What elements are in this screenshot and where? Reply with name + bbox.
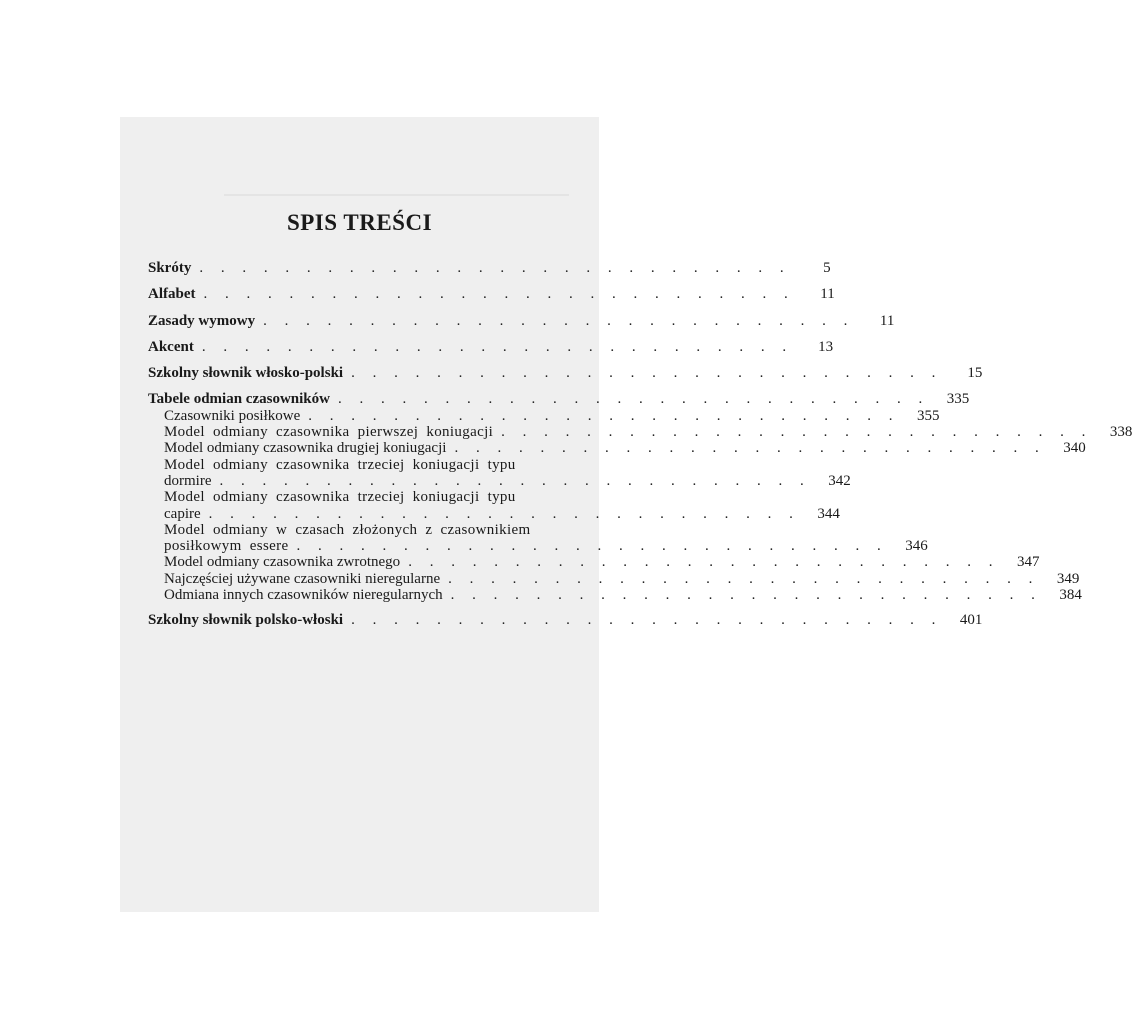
- toc-entry-slownik-wlosko-polski: [148, 365, 983, 382]
- dot-leader: . . . . . . . . . . . . . . . . . . . . . . . . . . . .: [351, 365, 943, 382]
- toc-entry-label-cont: capire: [164, 505, 201, 522]
- toc-entry-page: 355: [917, 407, 940, 424]
- toc-entry-label: Model odmiany czasownika zwrotnego: [164, 554, 401, 571]
- dot-leader: . . . . . . . . . . . . . . . . . . . . . . . . . . . .: [448, 570, 1040, 587]
- dot-leader: . . . . . . . . . . . . . . . . . . . . . . . . . . . .: [219, 472, 811, 489]
- toc-entry-label: Skróty: [148, 260, 192, 276]
- bleed-through-rule: [224, 194, 569, 196]
- toc-entry-label-cont: dormire: [164, 472, 212, 489]
- toc-entry-label: Szkolny słownik polsko-włoski: [148, 612, 344, 629]
- page-title: SPIS TREŚCI: [286, 210, 433, 235]
- toc-entry-label: Model odmiany czasownika trzeciej koniugacji typu: [164, 456, 516, 473]
- toc-entry-page: 15: [967, 365, 983, 382]
- toc-entry-label: Odmiana innych czasowników nieregularnych: [164, 587, 443, 604]
- toc-subentry-trzecia-koniugacja-capire: [148, 489, 576, 505]
- toc-entry-page: 5: [823, 260, 831, 276]
- book-page: [120, 117, 1132, 912]
- toc-entry-zasady-wymowy: [148, 312, 895, 329]
- toc-entry-page: 338: [1109, 424, 1132, 441]
- toc-subentry-czasy-zlozone: [148, 522, 576, 538]
- toc-entry-label: Model odmiany czasownika drugiej koniugacji: [164, 440, 447, 457]
- dot-leader: . . . . . . . . . . . . . . . . . . . . . . . . . . . .: [337, 391, 930, 408]
- dot-leader: . . . . . . . . . . . . . . . . . . . . . . . . . . . .: [199, 260, 791, 276]
- toc-entry-label: Zasady wymowy: [148, 312, 256, 329]
- toc-subentry-continuation: [148, 538, 928, 555]
- toc-subentry-continuation: [148, 505, 840, 522]
- toc-entry-label: Szkolny słownik włosko-polski: [148, 365, 344, 382]
- toc-entry-label-cont: posiłkowym essere: [164, 538, 289, 555]
- dot-leader: . . . . . . . . . . . . . . . . . . . . . . . . . . . .: [450, 587, 1042, 604]
- toc-subentry-druga-koniugacja: [148, 440, 1086, 457]
- toc-entry-page: 346: [905, 538, 928, 555]
- dot-leader: . . . . . . . . . . . . . . . . . . . . . . . . . . . .: [351, 612, 943, 629]
- toc-entry-page: 347: [1016, 554, 1040, 571]
- toc-subentry-trzecia-koniugacja-dormire: [148, 457, 576, 473]
- toc-entry-label: Najczęściej używane czasowniki nieregularne: [164, 570, 441, 587]
- toc-entry-label: Model odmiany czasownika pierwszej koniugacji: [164, 424, 494, 441]
- toc-entry-page: 401: [959, 612, 983, 629]
- dot-leader: . . . . . . . . . . . . . . . . . . . . . . . . . . . .: [408, 554, 1000, 571]
- toc-entry-skroty: [148, 260, 831, 276]
- toc-subentry-czasowniki-posilkowe: [148, 407, 940, 424]
- toc-entry-page: 335: [946, 391, 970, 408]
- toc-entry-label: Czasowniki posiłkowe: [164, 407, 301, 424]
- dot-leader: . . . . . . . . . . . . . . . . . . . . . . . . . . . .: [454, 440, 1046, 457]
- toc-entry-alfabet: [148, 286, 835, 303]
- dot-leader: . . . . . . . . . . . . . . . . . . . . . . . . . . . .: [201, 338, 794, 355]
- dot-leader: . . . . . . . . . . . . . . . . . . . . . . . . . . . .: [208, 505, 800, 522]
- toc-subentry-nieregularne: [148, 570, 1080, 587]
- toc-entry-page: 340: [1063, 440, 1086, 457]
- toc-subentry-continuation: [148, 472, 851, 489]
- table-of-contents: [148, 260, 1132, 629]
- toc-entry-label: Akcent: [148, 338, 194, 355]
- dot-leader: . . . . . . . . . . . . . . . . . . . . . . . . . . . .: [263, 312, 855, 329]
- toc-entry-page: 13: [818, 338, 834, 355]
- dot-leader: . . . . . . . . . . . . . . . . . . . . . . . . . . . .: [203, 286, 795, 303]
- toc-entry-page: 384: [1059, 587, 1082, 604]
- toc-entry-label: Alfabet: [148, 286, 196, 303]
- toc-entry-label: Tabele odmian czasowników: [148, 391, 330, 408]
- dot-leader: . . . . . . . . . . . . . . . . . . . . . . . . . . . .: [501, 424, 1093, 441]
- dot-leader: . . . . . . . . . . . . . . . . . . . . . . . . . . . .: [308, 407, 900, 424]
- toc-entry-label: Model odmiany w czasach złożonych z czasownikiem: [164, 521, 531, 538]
- toc-entry-slownik-polsko-wloski: [148, 612, 983, 629]
- dot-leader: . . . . . . . . . . . . . . . . . . . . . . . . . . . .: [296, 538, 888, 555]
- toc-entry-page: 342: [828, 472, 851, 489]
- toc-entry-page: 11: [879, 312, 895, 329]
- toc-subentry-pierwsza-koniugacja: [148, 424, 1132, 441]
- toc-subentry-inne-nieregularne: [148, 587, 1082, 604]
- toc-entry-label: Model odmiany czasownika trzeciej koniugacji typu: [164, 489, 516, 506]
- toc-entry-page: 344: [817, 505, 840, 522]
- toc-entry-page: 11: [820, 286, 835, 303]
- toc-entry-tabele-odmian: [148, 391, 970, 408]
- toc-entry-page: 349: [1056, 570, 1080, 587]
- toc-entry-akcent: [148, 338, 834, 355]
- toc-subentry-zwrotny: [148, 554, 1040, 571]
